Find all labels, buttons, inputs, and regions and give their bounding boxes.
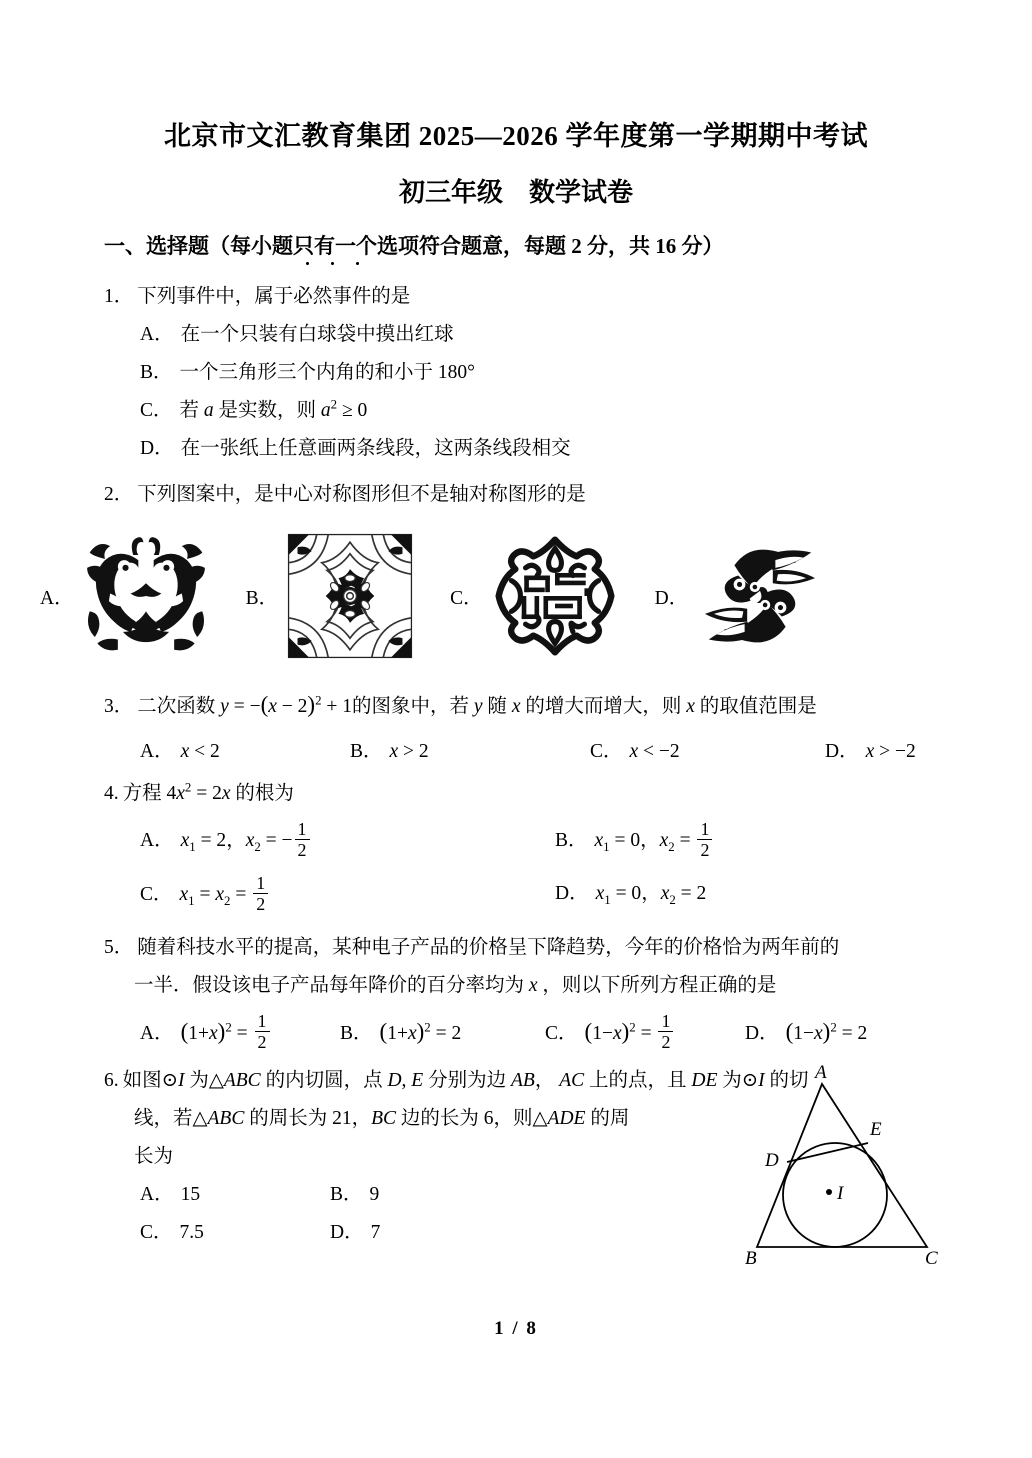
option-label: A． — [140, 323, 174, 345]
option-label: B． — [245, 587, 279, 609]
question-3-option-c[interactable] — [590, 733, 825, 771]
question-4-option-d[interactable] — [555, 875, 706, 913]
option-text: $(1+x)^2$ = $\frac{1}{2}$ — [181, 1023, 272, 1044]
question-4-option-b[interactable] — [555, 819, 714, 861]
page-subtitle: 初三年级 数学试卷 — [398, 178, 633, 208]
option-text: x > 2 — [389, 740, 429, 762]
geo-label-A: A — [815, 1061, 827, 1083]
option-text: 15 — [180, 1183, 201, 1205]
option-text: 9 — [369, 1183, 380, 1205]
geo-label-D: D — [765, 1149, 779, 1171]
question-2-option-b[interactable] — [246, 532, 415, 660]
question-6-geometry-figure — [737, 1062, 957, 1267]
option-text: 在一个只装有白球袋中摸出红球 — [180, 323, 454, 345]
question-2 — [0, 468, 1032, 514]
option-text: $(1+x)^2 = 2$ — [379, 1017, 462, 1044]
option-label: C． — [545, 1022, 578, 1044]
question-4-option-a[interactable] — [140, 819, 555, 861]
option-label: D． — [555, 882, 589, 904]
question-5-option-a[interactable] — [140, 1009, 340, 1054]
option-label: B． — [140, 361, 173, 383]
option-label: B． — [350, 740, 383, 762]
question-6-option-d[interactable] — [330, 1214, 380, 1252]
option-text: $x_1 = 2$，$x_2$ = − $\frac{1}{2}$ — [181, 830, 312, 851]
option-text: $x_1 = 0$，$x_2$ = $\frac{1}{2}$ — [595, 830, 715, 851]
question-4-stem — [104, 775, 972, 813]
question-5-number: 5． — [104, 936, 134, 958]
question-4-option-c[interactable] — [140, 873, 555, 915]
question-5-option-d[interactable] — [745, 1009, 867, 1054]
option-label: D． — [745, 1022, 779, 1044]
option-label: C． — [450, 587, 483, 609]
question-6-option-b[interactable] — [330, 1176, 379, 1214]
option-text: 一个三角形三个内角的和小于 180° — [179, 361, 475, 383]
option-label: A． — [40, 587, 74, 609]
geo-label-B: B — [745, 1247, 757, 1267]
question-3 — [0, 672, 1032, 771]
question-1-option-a[interactable] — [140, 316, 972, 354]
option-text: $x_1 = x_2$ = $\frac{1}{2}$ — [180, 884, 271, 905]
question-4 — [0, 771, 1032, 921]
option-text: x > −2 — [865, 740, 916, 762]
option-text: x < 2 — [180, 740, 220, 762]
question-4-options-row1 — [104, 813, 972, 867]
option-label: C． — [140, 884, 173, 906]
geo-label-E: E — [870, 1118, 882, 1140]
question-2-figure-options — [0, 514, 1032, 672]
papercut-fu-diamond-icon — [491, 532, 619, 660]
question-6-stem-line3: 长为 — [134, 1145, 174, 1167]
question-5-stem-line1: 随着科技水平的提高，某种电子产品的价格呈下降趋势，今年的价格恰为两年前的 — [137, 936, 840, 958]
question-4-options-row2 — [104, 867, 972, 921]
option-label: A． — [140, 740, 174, 762]
option-label: A． — [140, 830, 174, 852]
option-label: D． — [825, 740, 859, 762]
option-label: D． — [654, 587, 689, 609]
question-2-stem-text: 下列图案中，是中心对称图形但不是轴对称图形的是 — [137, 483, 586, 505]
option-text: 7 — [370, 1221, 381, 1243]
option-text: $(1-x)^2$ = $\frac{1}{2}$ — [585, 1023, 676, 1044]
option-label: D． — [140, 437, 174, 459]
section-header-choice — [0, 210, 1032, 261]
question-3-stem-text: 二次函数 $y = -(x - 2)^2 + 1$的图象中，若 y 随 x 的增大而增大，则 x 的取值范围是 — [137, 690, 817, 717]
option-label: D． — [330, 1221, 364, 1243]
question-6-number: 6. — [104, 1069, 119, 1091]
question-3-stem — [104, 682, 972, 727]
option-label: A． — [140, 1022, 174, 1044]
question-1 — [0, 262, 1032, 468]
question-1-number: 1． — [104, 285, 134, 307]
question-1-option-b[interactable] — [140, 354, 972, 392]
question-2-option-d[interactable] — [655, 532, 825, 660]
papercut-square-medallion-icon — [286, 532, 414, 660]
question-5 — [0, 921, 1032, 1054]
question-1-option-c[interactable] — [140, 392, 972, 430]
option-text: 若 a 是实数，则 $a^2 \ge 0$ — [179, 397, 368, 421]
question-5-options — [104, 1005, 972, 1054]
question-5-option-b[interactable] — [340, 1009, 545, 1054]
page-footer: 1 / 8 — [494, 1318, 538, 1339]
question-3-number: 3． — [104, 695, 134, 717]
option-label: B． — [555, 830, 588, 852]
option-text: $x_1 = 0$，$x_2 = 2$ — [595, 882, 707, 907]
option-label: C． — [140, 399, 173, 421]
question-2-stem — [104, 476, 972, 514]
option-label: B． — [330, 1183, 363, 1205]
papercut-rotational-birds-icon — [696, 532, 824, 660]
question-2-option-c[interactable] — [450, 532, 619, 660]
question-4-stem-text: 方程 $4x^2 = 2x$ 的根为 — [122, 780, 294, 804]
question-1-option-d[interactable] — [140, 430, 972, 468]
option-text: 7.5 — [179, 1221, 204, 1243]
question-1-options — [104, 316, 972, 468]
geo-label-C: C — [925, 1247, 938, 1267]
question-3-option-a[interactable] — [140, 733, 350, 771]
geo-label-I: I — [837, 1182, 844, 1204]
question-6-stem-line1: 6. 如图⊙I 为△ABC 的内切圆，点 D, E 分别为边 AB， AC 上的点，且 DE 为⊙I 的切 — [104, 1069, 809, 1091]
question-3-options — [104, 727, 972, 771]
option-label: C． — [140, 1221, 173, 1243]
option-text: $(1-x)^2 = 2$ — [785, 1017, 868, 1044]
question-6-option-a[interactable] — [140, 1176, 330, 1214]
question-2-number: 2． — [104, 483, 134, 505]
papercut-double-fish-icon — [82, 532, 210, 660]
section-emphasis: 只有一个 — [293, 234, 377, 259]
option-text: 在一张纸上任意画两条线段，这两条线段相交 — [180, 437, 571, 459]
page-title: 北京市文汇教育集团 2025—2026 学年度第一学期期中考试 — [164, 121, 868, 151]
question-5-option-c[interactable] — [545, 1009, 745, 1054]
question-6-stem-line2: 线，若△ABC 的周长为 21，BC 边的长为 6，则△ADE 的周 — [134, 1107, 630, 1129]
question-3-option-d[interactable] — [825, 733, 916, 771]
question-1-stem-text: 下列事件中，属于必然事件的是 — [137, 285, 411, 307]
question-4-number: 4. — [104, 782, 119, 804]
option-text: x < −2 — [629, 740, 680, 762]
section-suffix: 选项符合题意，每题 2 分，共 16 分） — [377, 234, 724, 259]
option-label: A． — [140, 1183, 174, 1205]
question-2-option-a[interactable] — [40, 532, 210, 660]
section-prefix: 一、选择题（每小题 — [104, 234, 293, 259]
question-6-option-c[interactable] — [140, 1214, 330, 1252]
option-label: C． — [590, 740, 623, 762]
question-3-option-b[interactable] — [350, 733, 590, 771]
question-5-stem — [104, 929, 972, 967]
question-6 — [0, 1054, 1032, 1267]
question-5-stem-line2: 一半．假设该电子产品每年降价的百分率均为 x ，则以下所列方程正确的是 — [134, 974, 777, 996]
option-label: B． — [340, 1022, 373, 1044]
question-1-stem — [104, 278, 972, 316]
